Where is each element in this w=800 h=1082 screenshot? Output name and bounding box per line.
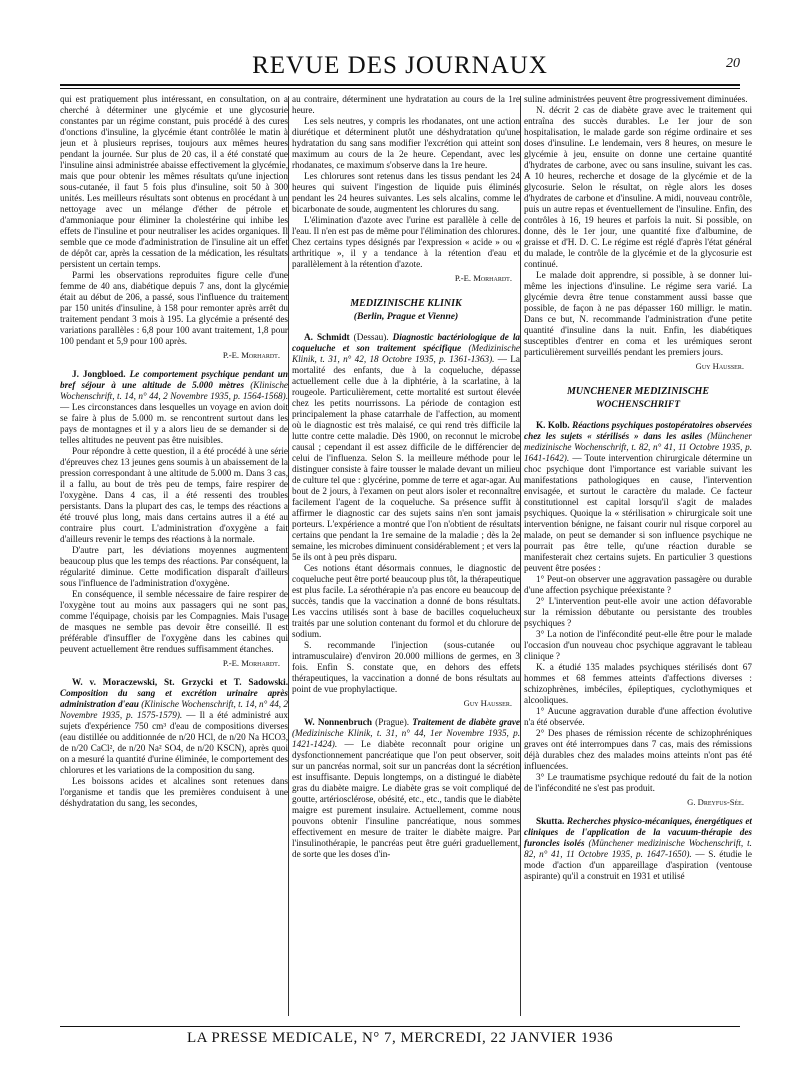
article-title: Le comportement psychique pendant un bref séjour à une altitude de 5.000 mètres xyxy=(60,369,288,390)
article-text: — La mortalité des enfants, due à la coqueluche, dépasse actuellement celle due à la diphtérie, à la scarlatine, à la rougeole. Particulièrement, cette mortalité est surtout élevée chez les petits nourrissons. La période de contagion est principalement la phase catarrhale de l'affection, au moment où le diagnostic est très malaisé, ce qui rend très difficile la lutte contre cette maladie. Dès 1900, on reconnut le microbe causal ; cependant il est assez difficile de le différencier de celui de l'influenza. Selon S. la meilleure méthode pour le distinguer consiste à faire tousser le malade devant un milieu de culture tel que : glycérine, pomme de terre et agar-agar. Au bout de 2 jours, à l'examen on peut alors isoler et reconnaître facilement l'agent de la coqueluche. Sa présence suffit à affirmer le diagnostic car des sujets sains n'en sont jamais porteurs. L'expérience a montré que l'on n'obtient de résultats certains que pendant la 1re semaine de la maladie ; dès la 2e semaine, les microbes diminuent considérablement ; et vers la 5e ils ont à peu près disparu. xyxy=(292,354,520,562)
article-place: (Dessau). xyxy=(353,332,389,342)
author-signature: G. Dreyfus-Sée. xyxy=(687,797,744,807)
article-title: Traitement de diabète grave xyxy=(412,717,520,727)
question-item: 3° La notion de l'infécondité peut-elle être pour le malade l'occasion d'un nouveau choc psychique aggravant le tableau clinique ? xyxy=(524,629,752,661)
article-text: — Le diabète reconnaît pour origine un dysfonctionnement pancréatique que l'on peut observer, soit sur un pancréas normal, soit sur un pancréas dont la sécrétion est insuffisante. Depuis longtemps, on a distingué le diabète gras du diabète maigre. Le diabète gras se voit compliqué de goutte, artériosclérose, obésité, etc., etc., tandis que le diabète maigre est purement insulaire. Actuellement, comme nous pouvons obtenir l'insuline pancréatique, nous sommes effectivement en mesure de traiter le diabète maigre. Par l'insulinothérapie, le pancréas peut être guéri graduellement, de sorte que les doses d'in- xyxy=(292,739,520,859)
paragraph: S. recommande l'injection (sous-cutanée ou intramusculaire) d'environ 20.000 millions de germes, en 3 fois. Enfin S. constate que, en dehors des effets thérapeutiques, la vaccination a donné de bons résultats au point de vue prophylactique. xyxy=(292,640,520,694)
article-author: A. Schmidt xyxy=(304,332,350,342)
paragraph: Les chlorures sont retenus dans les tissus pendant les 24 heures qui suivent l'ingestion de liquide puis éliminés pendant les 24 heures suivantes. Les sels alcalins, comme le bicarbonate de soude, augmentent les chlorures du sang. xyxy=(292,171,520,214)
article-jongbloed xyxy=(60,369,288,446)
article-title: Composition du sang et excrétion urinaire après administration d'eau xyxy=(60,688,288,709)
column-middle xyxy=(292,94,520,1019)
author-signature: Guy Hausser. xyxy=(463,698,512,708)
paragraph: suline administrées peuvent être progressivement diminuées. xyxy=(524,94,748,104)
article-source: (Medizinische Klinik, t. 31, n° 42, 18 Octobre 1935, p. 1361-1363). xyxy=(292,343,520,364)
article-moraczewski xyxy=(60,677,288,776)
paragraph: au contraire, déterminent une hydratation au cours de la 1re heure. xyxy=(292,94,520,115)
column-right xyxy=(524,94,752,1019)
paragraph: qui est pratiquement plus intéressant, en consultation, on a cherché à déterminer une glycémie et une glycosurie constantes par un régime constant, puis procédé à des cures d'onctions d'insuline, la glycémie étant contrôlée le matin à jeun et à plusieurs reprises, toujours aux mêmes heures pendant la journée. Sur plus de 20 cas, il a été constaté que l'insuline ainsi administrée abaisse effectivement la glycémie, mais que pour obtenir les mêmes résultats qu'une injection sous-cutanée, il faut 5 fois plus d'insuline, soit 50 à 300 unités. Les meilleurs résultats sont obtenus en procédant à un nettoyage avec un mélange d'éther de pétrole et d'ammoniaque pour éliminer la cholestérine qui inhibe les effets de l'insuline et pour neutraliser les acides organiques. Il semble que ce mode d'administration de l'insuline ait un effet de dépôt car, après la cessation de la médication, les résultats persistent un certain temps. xyxy=(60,94,288,269)
article-author: Skutta. xyxy=(536,816,565,826)
paragraph: D'autre part, les déviations moyennes augmentent beaucoup plus que les temps des réactions. Par conséquent, la régularité diminue. Cette modification disparaît d'ailleurs sous l'influence de l'administration d'oxygène. xyxy=(60,545,288,588)
page-number: 20 xyxy=(726,56,740,71)
article-source: (Münchener medizinische Wochenschrift, t. 82, n° 41, 11 Octobre 1935, p. 1647-1650). xyxy=(524,838,752,859)
journal-section-title: MEDIZINISCHE KLINIK xyxy=(350,298,462,309)
article-nonnenbruch xyxy=(292,717,520,860)
article-title: Réactions psychiques postopératoires observées chez les sujets « stérilisés » dans les asiles xyxy=(524,420,752,441)
header-rule-thin xyxy=(60,88,740,89)
paragraph: L'élimination d'azote avec l'urine est parallèle à celle de l'eau. Il n'en est pas de même pour l'élimination des chlorures. Chez certains types désignés par l'expression « acide » ou « arthritique », il y a tendance à la rétention d'eau et parallèlement à la rétention d'azote. xyxy=(292,215,520,269)
article-source: (Klinische Wochenschrift, t. 14, n° 44, 2 Novembre 1935, p. 1564-1568). xyxy=(60,380,288,401)
running-header-title: REVUE DES JOURNAUX xyxy=(252,52,548,79)
article-author: J. Jongbloed. xyxy=(72,369,126,379)
paragraph: En conséquence, il semble nécessaire de faire respirer de l'oxygène tout au moins aux passagers qui ne sont pas, comme l'équipage, choisis par les Compagnies. Mais l'usage de masques ne semble pas devoir être conseillé. Il est préférable d'insuffler de l'oxygène dans les cabines qui peuvent actuellement être rendues suffisamment étanches. xyxy=(60,589,288,654)
author-signature: Guy Hausser. xyxy=(695,361,744,371)
result-item: 2° Des phases de rémission récente de schizophréniques graves ont été interrompues dans 7 cas, mais des rémissions déjà durables chez des malades moins atteints n'ont pas été influencées. xyxy=(524,728,752,771)
article-source: (Klinische Wochenschrift, t. 14, n° 44, 2 Novembre 1935, p. 1575-1579). xyxy=(60,699,288,720)
journal-section-title: MUNCHENER MEDIZINISCHE xyxy=(567,386,709,397)
article-kolb xyxy=(524,420,752,574)
article-title: Recherches physico-mécaniques, énergétiques et cliniques de l'application de la vacuum-thérapie des furoncles isolés xyxy=(524,816,752,848)
article-place: (Prague). xyxy=(375,717,410,727)
paragraph: N. décrit 2 cas de diabète grave avec le traitement qui entraîna des succès durables. Le 1er jour de son hospitalisation, le malade garde son régime ordinaire et ses doses d'insuline. Le lendemain, vers 8 heures, on mesure le glycémie à jeu, ensuite on donne une certaine quantité d'hydrates de carbone, avec ou sans insuline, suivant les cas. A 10 heures, recherche et dosage de la glycémie et de la glycosurie. Selon le résultat, on règle alors les doses d'hydrates de carbone et d'insuline. A midi, nouveau contrôle, puis un autre repas et éventuellement de l'insuline. Enfin, des contrôles à 16, 19 heures et parfois la nuit. Si possible, on donne, dès le 1er jour, une quantité fixe d'albumine, de graisse et d'H. D. C. Le régime est réglé d'après l'état général du malade, le contrôle de la glycémie et de la glycosurie est continué. xyxy=(524,105,752,269)
footer-rule xyxy=(60,1026,740,1027)
column-divider xyxy=(288,96,289,1016)
result-item: 3° Le traumatisme psychique redouté du fait de la notion de l'infécondité ne s'est pas produit. xyxy=(524,772,752,793)
author-signature: P.-E. Morhardt. xyxy=(454,273,512,283)
paragraph: Parmi les observations reproduites figure celle d'une femme de 40 ans, diabétique depuis 7 ans, dont la glycémie était au début de 206, a passé, sous l'influence du traitement par 150 unités d'insuline, à 158 pour remonter après arrêt du traitement pendant 3 mois à 195. La glycémie a présenté des variations parallèles : 6,8 pour 100 avant traitement, 1,8 pour 100 pendant et 5,9 pour 100 après. xyxy=(60,270,288,346)
article-text: — S. étudie le mode d'action d'un appareillage d'aspiration (ventouse aspirante) qu'il a construit en 1931 et utilisé xyxy=(524,849,752,881)
result-item: 1° Aucune aggravation durable d'une affection évolutive n'a été observée. xyxy=(524,706,752,727)
article-schmidt xyxy=(292,332,520,563)
column-left xyxy=(60,94,288,1019)
paragraph: Ces notions étant désormais connues, le diagnostic de coqueluche peut être porté beaucoup plus tôt, la thérapeutique est plus facile. La sérothérapie n'a pas encore eu beaucoup de succès, tandis que la vaccination a donné de bons résultats. Les vaccins utilisés sont à base de bacilles coquelucheux traités par une solution contenant du formol et du chlorure de sodium. xyxy=(292,563,520,639)
question-item: 1° Peut-on observer une aggravation passagère ou durable d'une affection psychique préexistante ? xyxy=(524,574,752,595)
article-source: (Medizinische Klinik, t. 31, n° 44, 1er Novembre 1935, p. 1421-1424). xyxy=(292,728,520,749)
author-signature: P.-E. Morhardt. xyxy=(222,350,280,360)
article-author: K. Kolb. xyxy=(536,420,570,430)
paragraph: Le malade doit apprendre, si possible, à se donner lui-même les injections d'insuline. Le régime sera varié. La glycémie devra être tenue constamment aussi basse que possible, de façon à ne pas dépasser 160 milligr. le matin. Dans ce but, N. recommande l'administration d'une petite quantité d'insuline dans la nuit. Enfin, les diabétiques susceptibles d'entrer en coma et les urémiques seront particulièrement surveillés pendant les premiers jours. xyxy=(524,270,752,357)
journal-section-title-line2: WOCHENSCHRIFT xyxy=(595,399,681,410)
running-footer: LA PRESSE MEDICALE, N° 7, MERCREDI, 22 JANVIER 1936 xyxy=(186,1030,614,1046)
column-divider xyxy=(520,96,521,1016)
question-item: 2° L'intervention peut-elle avoir une action défavorable sur la rémission débutante ou persistante des troubles psychiques ? xyxy=(524,596,752,628)
article-source: (Münchener medizinische Wochenschrift, t. 82, n° 41, 11 Octobre 1935, p. 1641-1642). xyxy=(524,431,752,463)
paragraph: Les boissons acides et alcalines sont retenues dans l'organisme et tandis que les premières conduisent à une déshydratation du sang, les secondes, xyxy=(60,776,288,808)
paragraph: Les sels neutres, y compris les rhodanates, ont une action diurétique et déterminent plutôt une déshydratation qu'une hydratation du sang sans modifier l'excrétion qui atteint son maximum au cours de la 2e heure. Cependant, avec les rhodanates, ce maximum s'observe dans la 1re heure. xyxy=(292,116,520,170)
article-text: — Les circonstances dans lesquelles un voyage en avion doit se faire à plus de 5.000 m. se rencontrent surtout dans les pays de montagnes et il y a alors lieu de se demander si de telles altitudes ne peuvent pas être nuisibles. xyxy=(60,402,288,445)
article-text: — Il a été administré aux sujets d'expérience 750 cm³ d'eau de compositions diverses (eau distillée ou additionnée de n/20 HCl, de n/20 Na HCO3, de n/20 CaCl², de n/20 Na² SO4, de n/20 KSCN), après quoi on a mesuré la quantité d'urine éliminée, le comportement des chlorures et les variations de la composition du sang. xyxy=(60,710,288,775)
paragraph: K. a étudié 135 malades psychiques stérilisés dont 67 hommes et 68 femmes atteints d'affections diverses : schizophrènes, imbéciles, épileptiques, cyclothymiques et alcooliques. xyxy=(524,662,752,705)
article-author: W. Nonnenbruch xyxy=(304,717,372,727)
article-title: Diagnostic bactériologique de la coqueluche et son traitement spécifique xyxy=(292,332,520,353)
author-signature: P.-E. Morhardt. xyxy=(222,658,280,668)
journal-section-subtitle: (Berlin, Prague et Vienne) xyxy=(353,311,459,322)
header-rule xyxy=(60,84,740,86)
article-skutta xyxy=(524,816,752,882)
article-text: — Toute intervention chirurgicale détermine un choc psychique dont l'importance est variable suivant les manifestations pathologiques en cause, l'intervention envisagée, et surtout le caractère du malade. Ce facteur constitutionnel est capital lorsqu'il s'agit de malades psychiques. Quoique la « stérilisation » chirurgicale soit une intervention bénigne, ne faisant courir nul risque corporel au malade, on peut se demander si son influence psychique ne pourrait pas être telle, qu'une réaction durable se manifesterait chez certains sujets. En particulier 3 questions peuvent être posées : xyxy=(524,453,752,573)
paragraph: Pour répondre à cette question, il a été procédé à une série d'épreuves chez 13 jeunes gens soumis à un abaissement de la pression correspondant à une altitude de 5.000 m. Dans 3 cas, il a fallu, au bout de très peu de temps, faire respirer de l'oxygène. Dans 4 cas, il a été ressenti des troubles persistants. Dans la plupart des cas, le temps des réactions a été trouvé plus long, mais dans certains autres il a été au contraire plus court. L'administration d'oxygène a fait d'ailleurs revenir le temps des réactions à la normale. xyxy=(60,446,288,544)
article-author: W. v. Moraczewski, St. Grzycki et T. Sadowski. xyxy=(72,677,288,687)
